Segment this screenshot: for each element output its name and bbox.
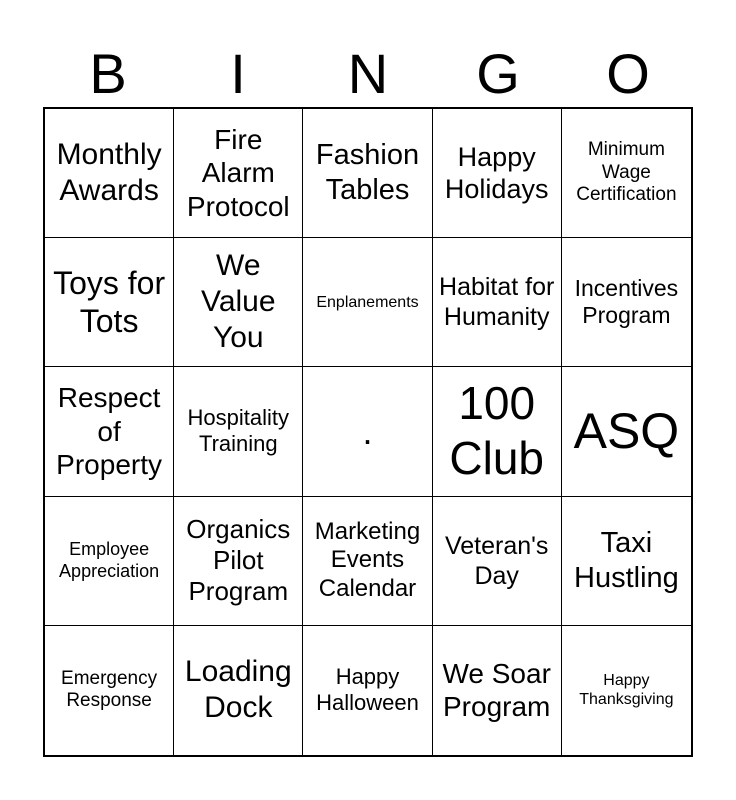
bingo-cell[interactable] bbox=[174, 497, 303, 626]
bingo-cell-text: Taxi Hustling bbox=[574, 526, 679, 594]
bingo-cell[interactable] bbox=[562, 626, 691, 755]
bingo-cell[interactable] bbox=[303, 367, 432, 496]
bingo-cell-text: Habitat for Humanity bbox=[439, 273, 555, 332]
bingo-cell-text: Employee Appreciation bbox=[59, 539, 160, 581]
bingo-cell[interactable] bbox=[174, 238, 303, 367]
bingo-cell[interactable] bbox=[303, 109, 432, 238]
bingo-cell[interactable] bbox=[174, 626, 303, 755]
bingo-cell-text: Incentives Program bbox=[574, 274, 679, 329]
bingo-cell-text: 100 Club bbox=[449, 377, 544, 485]
bingo-cell[interactable] bbox=[303, 497, 432, 626]
bingo-cell-text: Fashion Tables bbox=[315, 139, 420, 207]
bingo-cell[interactable] bbox=[303, 626, 432, 755]
bingo-cell-text: Loading Dock bbox=[184, 655, 292, 725]
bingo-cell[interactable] bbox=[433, 497, 562, 626]
bingo-cell-text: Hospitality Training bbox=[187, 405, 290, 457]
bingo-cell-text: Toys for Tots bbox=[53, 264, 166, 340]
bingo-cell-text: . bbox=[362, 410, 373, 452]
bingo-cell-text: Monthly Awards bbox=[56, 138, 162, 208]
bingo-cell-text: ASQ bbox=[573, 403, 680, 460]
header-letter-n: N bbox=[347, 42, 389, 105]
bingo-cell[interactable] bbox=[433, 109, 562, 238]
bingo-cell-text: Happy Thanksgiving bbox=[579, 672, 674, 709]
bingo-cell[interactable] bbox=[433, 626, 562, 755]
bingo-cell[interactable] bbox=[174, 109, 303, 238]
bingo-cell[interactable] bbox=[562, 497, 691, 626]
bingo-cell-text: Minimum Wage Certification bbox=[576, 138, 677, 206]
bingo-cell-text: Organics Pilot Program bbox=[186, 513, 291, 607]
bingo-cell[interactable] bbox=[45, 109, 174, 238]
header-letter-i: I bbox=[230, 42, 246, 105]
bingo-cell-text: Marketing Events Calendar bbox=[314, 517, 421, 603]
bingo-cell-text: Veteran's Day bbox=[444, 531, 549, 590]
bingo-cell[interactable] bbox=[562, 367, 691, 496]
header-letter-o: O bbox=[606, 42, 650, 105]
bingo-cell[interactable] bbox=[562, 109, 691, 238]
bingo-cell[interactable] bbox=[433, 367, 562, 496]
bingo-cell-text: Fire Alarm Protocol bbox=[186, 123, 290, 222]
bingo-cell[interactable] bbox=[174, 367, 303, 496]
bingo-cell[interactable] bbox=[433, 238, 562, 367]
bingo-cell-text: Emergency Response bbox=[61, 667, 158, 712]
bingo-cell[interactable] bbox=[562, 238, 691, 367]
bingo-cell-text: Respect of Property bbox=[56, 382, 162, 481]
bingo-cell[interactable] bbox=[45, 497, 174, 626]
bingo-cell-text: Enplanements bbox=[316, 293, 419, 311]
bingo-cell[interactable] bbox=[45, 626, 174, 755]
bingo-grid bbox=[43, 107, 693, 757]
bingo-cell-text: Happy Holidays bbox=[444, 141, 549, 205]
bingo-cell[interactable] bbox=[45, 238, 174, 367]
bingo-header bbox=[43, 40, 693, 108]
bingo-cell[interactable] bbox=[303, 238, 432, 367]
bingo-cell-text: We Soar Program bbox=[442, 657, 551, 723]
header-letter-g: G bbox=[476, 42, 520, 105]
bingo-cell[interactable] bbox=[45, 367, 174, 496]
bingo-cell-text: We Value You bbox=[201, 249, 276, 355]
header-letter-b: B bbox=[89, 42, 127, 105]
bingo-cell-text: Happy Halloween bbox=[316, 664, 419, 716]
